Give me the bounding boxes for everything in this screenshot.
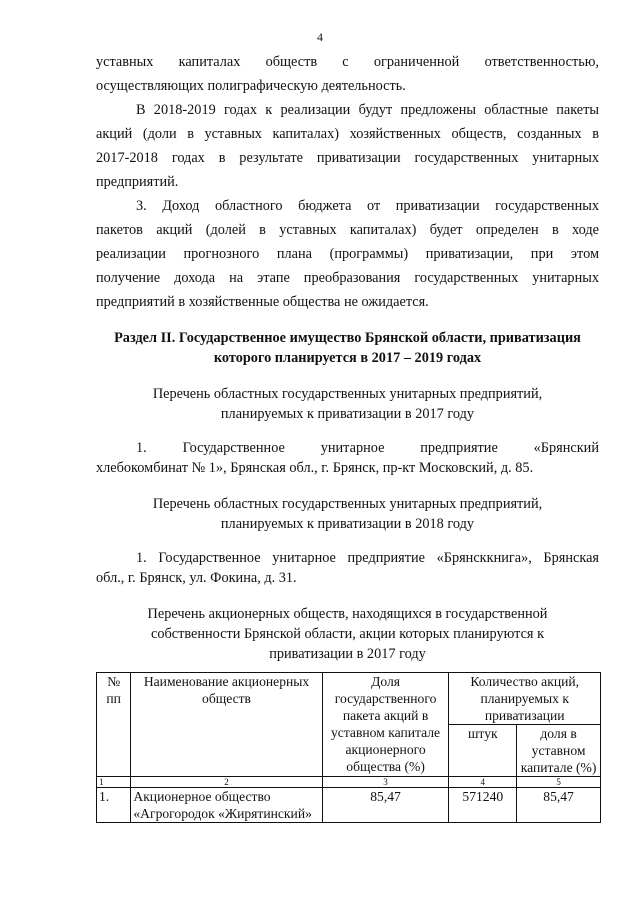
header-num: № пп [97,673,131,777]
row-capital-share: 85,47 [517,788,601,823]
document-body [96,50,599,823]
paragraph-line: 3. Доход областного бюджета от приватизации государственных [136,198,599,214]
column-number: 4 [449,777,517,788]
column-number: 3 [322,777,449,788]
list-2018-item [96,548,599,588]
list-2017-title [96,384,599,424]
row-pieces: 571240 [449,788,517,823]
section-heading-line: которого планируется в 2017 – 2019 годах [213,350,482,366]
paragraph-line: получение дохода на этапе преобразования государственных унитарных [96,270,599,286]
row-name: Акционерное общество «Агрогородок «Жирятинский» [131,788,322,823]
paragraph-line: предприятий. [96,174,179,190]
title-line: собственности Брянской области, акции которых планируются к [150,626,545,642]
paragraph-line: реализации прогнозного плана (программы) приватизации, при этом [96,246,599,262]
title-line: Перечень областных государственных унитарных предприятий, [152,386,543,402]
joint-stock-title [96,604,599,664]
header-quantity-group: Количество акций, планируемых к приватизации [449,673,601,725]
paragraph-line: 2017-2018 годах в результате приватизации государственных унитарных [96,150,599,166]
table-header-row [97,673,601,725]
section-heading [96,328,599,368]
header-share: Доля государственного пакета акций в уставном капитале акционерного общества (%) [322,673,449,777]
title-line: планируемых к приватизации в 2017 году [220,406,475,422]
paragraph-income [96,194,599,314]
title-line: планируемых к приватизации в 2018 году [220,516,475,532]
item-line: обл., г. Брянск, ул. Фокина, д. 31. [96,570,297,586]
paragraph-line: В 2018-2019 годах к реализации будут предложены областные пакеты [136,102,599,118]
title-line: Перечень областных государственных унитарных предприятий, [152,496,543,512]
intro-line: осуществляющих полиграфическую деятельность. [96,78,406,94]
row-share: 85,47 [322,788,449,823]
table-column-numbers [97,777,601,788]
list-2018-title [96,494,599,534]
header-capital-share: доля в уставном капитале (%) [517,725,601,777]
page-number: 4 [317,30,323,44]
intro-line: уставных капиталах обществ с ограниченной ответственностью, [96,54,599,70]
header-pieces: штук [449,725,517,777]
title-line: Перечень акционерных обществ, находящихся в государственной [147,606,548,622]
list-2017-item [96,438,599,478]
paragraph-line: акций (доли в уставных капиталах) хозяйственных обществ, созданных в [96,126,599,142]
joint-stock-table [96,672,601,823]
item-line: 1. Государственное унитарное предприятие «Брянсккнига», Брянская [136,550,599,566]
column-number: 5 [517,777,601,788]
paragraph-line: предприятий в хозяйственные общества не ожидается. [96,294,429,310]
column-number: 1 [97,777,131,788]
section-heading-line: Раздел II. Государственное имущество Брянской области, приватизация [114,330,581,346]
item-line: 1. Государственное унитарное предприятие «Брянский [136,440,599,456]
item-line: хлебокомбинат № 1», Брянская обл., г. Брянск, пр-кт Московский, д. 85. [96,460,534,476]
header-name: Наименование акционерных обществ [131,673,322,777]
paragraph-2018-2019 [96,98,599,194]
table-row [97,788,601,823]
paragraph-line: пакетов акций (долей в уставных капиталах) будет определен в ходе [96,222,599,238]
column-number: 2 [131,777,322,788]
title-line: приватизации в 2017 году [269,646,426,662]
row-num: 1. [97,788,131,823]
